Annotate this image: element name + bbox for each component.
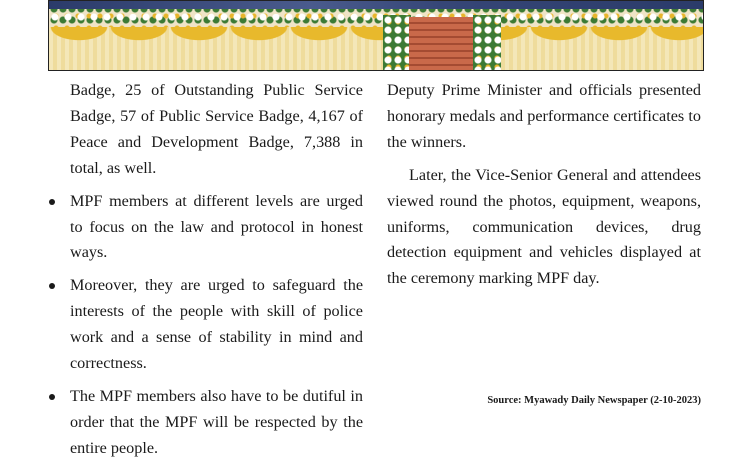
bullet-text: MPF members at different levels are urged to focus on the law and protocol in honest ways. — [70, 191, 363, 262]
stage-stairs — [409, 17, 473, 71]
bullet-text: The MPF members also have to be dutiful in order that the MPF will be respected by the entire people. — [70, 386, 363, 457]
list-item — [70, 384, 363, 462]
right-paragraph-1: Deputy Prime Minister and officials presented honorary medals and performance certificates to the winners. — [387, 81, 701, 151]
flower-row — [49, 9, 703, 29]
ceremony-stage-photo — [48, 0, 704, 71]
bullet-icon — [49, 199, 55, 205]
bullet-list — [70, 189, 363, 462]
list-item — [70, 273, 363, 377]
stair-flowers-left — [383, 15, 411, 71]
bullet-text: Moreover, they are urged to safeguard the interests of the people with skill of police work and a sense of stability in mind and correctness. — [70, 276, 363, 373]
source-credit: Source: Myawady Daily Newspaper (2-10-2023) — [487, 395, 701, 406]
right-paragraph-2: Later, the Vice-Senior General and attendees viewed round the photos, equipment, weapons, uniforms, communication devices, drug detection equipment and vehicles displayed at the ceremony marking MPF day. — [387, 165, 701, 288]
bullet-icon — [49, 283, 55, 289]
right-column — [387, 78, 701, 292]
list-item — [70, 189, 363, 267]
bullet-icon — [49, 394, 55, 400]
yellow-drapery — [49, 27, 703, 71]
stair-flowers-right — [473, 15, 501, 71]
left-intro-paragraph: Badge, 25 of Outstanding Public Service Badge, 57 of Public Service Badge, 4,167 of Peace and Development Badge, 7,388 in total, as well. — [70, 81, 363, 177]
left-column — [70, 78, 363, 462]
